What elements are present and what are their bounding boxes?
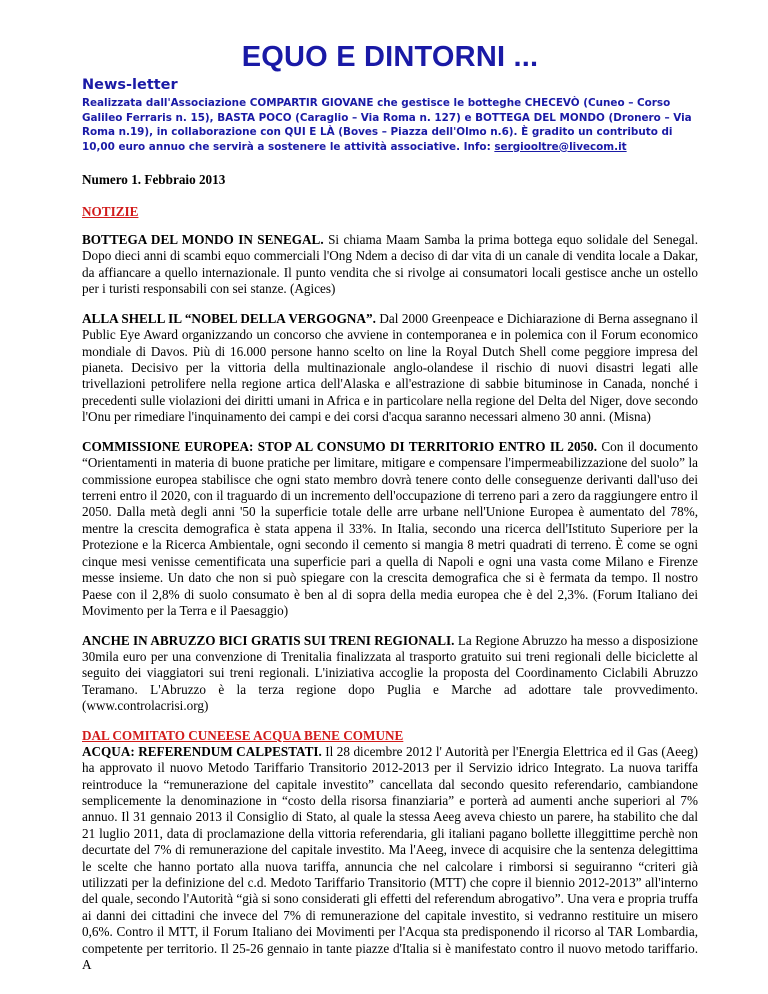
article-headline: ALLA SHELL IL “NOBEL DELLA VERGOGNA”. [82, 310, 376, 326]
credits-body: Realizzata dall'Associazione COMPARTIR GIOVANE che gestisce le botteghe CHECEVÒ (Cuneo – Corso Galileo Ferraris n. 15), BASTA POCO (Caraglio – Via Roma n. 127) e BOTTEGA DEL MONDO (Dronero – Via Roma n.19), in collaborazione con QUI E LÀ (Boves – Piazza dell'Olmo n.6). È gradito un contributo di 10,00 euro annuo che servirà a sostenere le attività associative. Info: [82, 97, 692, 153]
credits-text [82, 96, 698, 154]
section-heading-comitato: DAL COMITATO CUNEESE ACQUA BENE COMUNE [82, 727, 404, 743]
article-headline: BOTTEGA DEL MONDO IN SENEGAL. [82, 232, 324, 247]
section-heading-notizie: NOTIZIE [82, 204, 139, 219]
article-shell [82, 311, 698, 426]
masthead-title [82, 40, 698, 74]
article-body: Si chiama Maam Samba la prima bottega equo solidale del Senegal. Dopo dieci anni di scambi equo commerciali l'Ong Ndem a deciso di dar vita di un canale di vendita locale a Dakar, da affiancare a quello internazionale. Il punto vendita che si rivolge ai consumatori locali gestisce anche un ostello per i turisti responsabili con sei stanze. (Agices) [82, 232, 698, 297]
masthead-title-bold: EQUO E [241, 41, 356, 73]
contact-email-link[interactable]: sergiooltre@livecom.it [494, 140, 627, 153]
article-commissione-europea [82, 439, 698, 619]
masthead-title-rest: DINTORNI ... [355, 41, 539, 73]
article-headline: ANCHE IN ABRUZZO BICI GRATIS SUI TRENI REGIONALI. [82, 632, 455, 648]
article-body: Il 28 dicembre 2012 l' Autorità per l'Energia Elettrica ed il Gas (Aeeg) ha approvato il nuovo Metodo Tariffario Transitorio 2012-2013 per il Servizio idrico Integrato. La nuova tariffa reintroduce la “remunerazione del capitale investito” cancellata dal secondo quesito referendario, cambiandone semplicemente la denominazione in “costo della risorsa finanziaria” e porterà ad aumenti anche superiori al 7% annuo. Il 31 gennaio 2013 il Consiglio di Stato, al quale la stessa Aeeg aveva chiesto un parere, ha stabilito che dal 21 luglio 2011, data di proclamazione della vittoria referendaria, gli italiani pagano bollette illeggittime perchè non decurtate del 7% di remunerazione del capitale investito. Ma l'Aeeg, invece di acquisire che la sentenza delegittima le scelte che hanno portato alla nuova tariffa, annuncia che nel calcolare i rimborsi si seguiranno “criteri già utilizzati per la definizione del c.d. Medoto Tariffario Transitorio (MTT) che copre il biennio 2012-2013” all'interno del quale, secondo l'Autorità “già si sono considerati gli effetti del referendum abrogativo”. Una vera e propria truffa ai danni dei cittadini che invece del 7% di remunerazione del capitale investito, si vedranno restituire un misero 0,6%. Contro il MTT, il Forum Italiano dei Movimenti per l'Acqua sta predisponendo il ricorso al TAR Lombardia, competente per territorio. Il 25-26 gennaio in tante piazze d'Italia si è manifestato contro il nuovo metodo tariffario. A [82, 743, 699, 972]
article-abruzzo-bici [82, 633, 698, 715]
article-body: Con il documento “Orientamenti in materia di buone pratiche per limitare, mitigare e compensare l'impermeabilizzazione del suolo” la commissione europea stabilisce che ogni stato membro dovrà tenere conto delle conseguenze derivanti dall'uso dei terreni entro il 2020, con il traguardo di un incremento dell'occupazione di terreno pari a zero da raggiungere entro il 2050. Dalla metà degli anni '50 la superficie totale delle arre urbane nell'Unione Europea è aumentato del 78%, mentre la crescita demografica è stata appena il 33%. In Italia, secondo una ricerca dell'Istituto Superiore per la Protezione e la Ricerca Ambientale, ogni secondo il cemento si mangia 8 metri quadrati di terreno. È come se ogni cinque mesi venisse cementificata una superficie pari a quella di Napoli e ogni una vasta come Milano e Firenze messe insieme. Un dato che non si può spiegare con la crescita demografica che si è fermata da tempo. Il nostro Paese con il 2,8% di suolo consumato è ben al di sopra della media europea che è del 2,3%. (Forum Italiano dei Movimento per la Terra e il Paesaggio) [82, 438, 698, 618]
article-body: Dal 2000 Greenpeace e Dichiarazione di Berna assegnano il Public Eye Award organizzando un concorso che avviene in contemporanea e in polemica con il Forum economico mondiale di Davos. Più di 16.000 persone hanno scelto on line la Royal Dutch Shell come peggiore impresa del pianeta. Decisivo per la vittoria della multinazionale anglo-olandese il rischio di nuovi disastri legati alle trivellazioni petrolifere nella regione artica dell'Alaska e all'estrazione di sabbie bituminose in Canada, nonché i precedenti sulle violazioni dei diritti umani in Africa e in particolare nella regione del Delta del Niger, dove secondo l'Onu per rimediare l'inquinamento dei campi e dei corsi d'acqua saranno necessari almeno 30 anni. (Misna) [82, 310, 699, 425]
newsletter-label: News-letter [82, 77, 178, 93]
article-body: La Regione Abruzzo ha messo a disposizione 30mila euro per una convenzione di Trenitalia finalizzata al trasporto gratuito sui treni regionali delle biciclette al seguito dei viaggiatori sui treni regionali. L'iniziativa accoglie la proposta del Coordinamento Ciclabili Abruzzo Teramano. L'Abruzzo è la terza regione dopo Puglia e Marche ad adottare tale provvedimento. (www.controlacrisi.org) [82, 632, 698, 714]
article-acqua-referendum [82, 744, 698, 974]
article-headline: COMMISSIONE EUROPEA: STOP AL CONSUMO DI TERRITORIO ENTRO IL 2050. [82, 438, 598, 454]
issue-number: Numero 1. Febbraio 2013 [82, 172, 226, 187]
article-senegal [82, 232, 698, 298]
newsletter-page [82, 40, 698, 987]
article-headline: ACQUA: REFERENDUM CALPESTATI. [82, 743, 322, 759]
